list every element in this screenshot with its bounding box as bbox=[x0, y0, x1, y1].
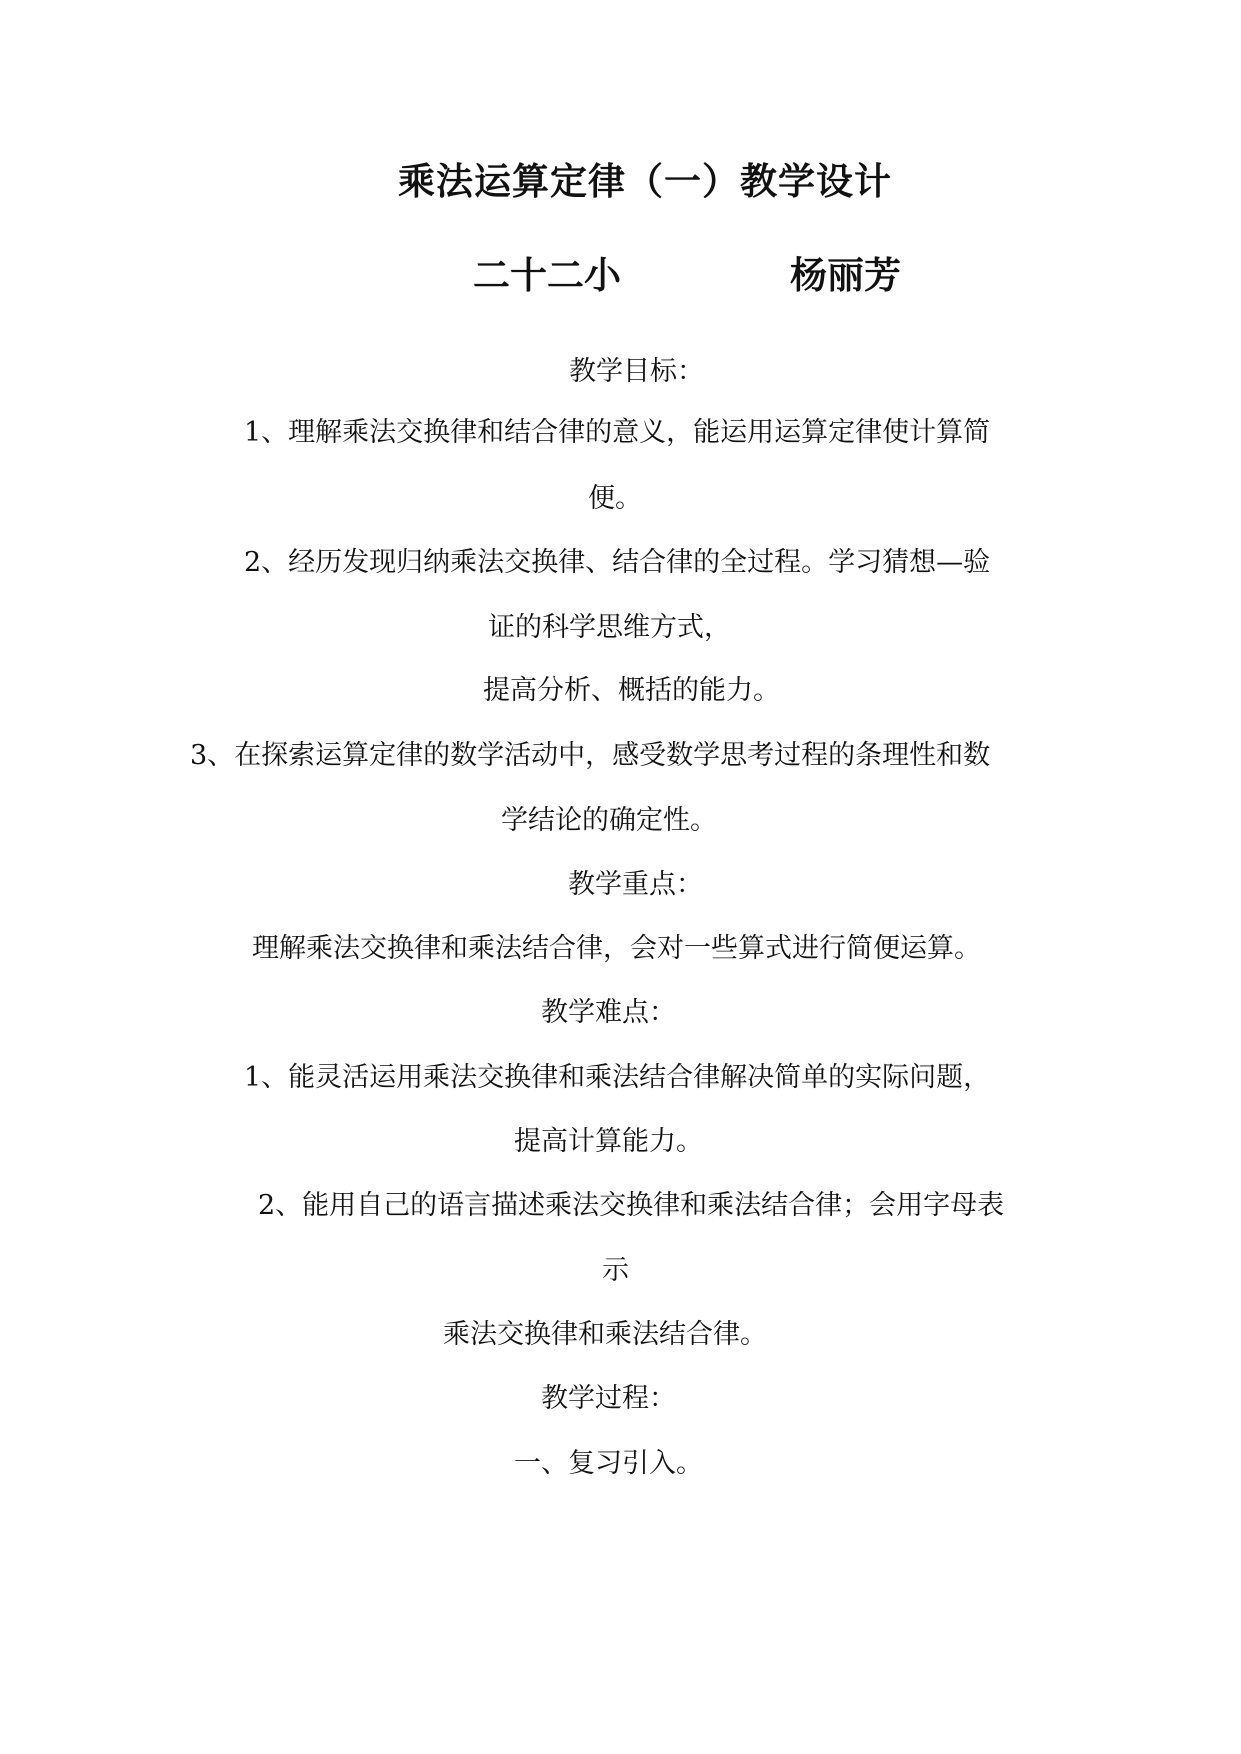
process-heading: 教学过程： bbox=[541, 1383, 676, 1414]
author-name: 杨丽芳 bbox=[790, 253, 901, 297]
objective-2-line-2: 证的科学思维方式， bbox=[488, 612, 731, 643]
key-points-heading: 教学重点： bbox=[568, 869, 703, 900]
difficulty-1-line-1: 1、能灵活运用乘法交换律和乘法结合律解决简单的实际问题， bbox=[244, 1062, 991, 1093]
key-points-text: 理解乘法交换律和乘法结合律，会对一些算式进行简便运算。 bbox=[252, 933, 981, 964]
school-name: 二十二小 bbox=[473, 253, 621, 297]
difficulty-2-line-2: 示 bbox=[602, 1255, 629, 1286]
objective-3-line-2: 学结论的确定性。 bbox=[501, 805, 717, 836]
objective-1-line-2: 便。 bbox=[588, 483, 642, 514]
difficulties-heading: 教学难点： bbox=[541, 997, 676, 1028]
process-step-1: 一、复习引入。 bbox=[514, 1448, 703, 1479]
document-title: 乘法运算定律（一）教学设计 bbox=[398, 159, 892, 203]
objective-2-line-3: 提高分析、概括的能力。 bbox=[483, 675, 780, 706]
objective-1-line-1: 1、理解乘法交换律和结合律的意义，能运用运算定律使计算简 bbox=[244, 417, 991, 448]
difficulty-2-line-3: 乘法交换律和乘法结合律。 bbox=[443, 1319, 767, 1350]
objective-2-line-1: 2、经历发现归纳乘法交换律、结合律的全过程。学习猜想—验 bbox=[244, 547, 991, 578]
difficulty-2-line-1: 2、能用自己的语言描述乘法交换律和乘法结合律；会用字母表 bbox=[258, 1190, 1005, 1221]
difficulty-1-line-2: 提高计算能力。 bbox=[514, 1126, 703, 1157]
objective-3-line-1: 3、在探索运算定律的数学活动中，感受数学思考过程的条理性和数 bbox=[190, 740, 991, 771]
objectives-heading: 教学目标： bbox=[569, 356, 704, 387]
